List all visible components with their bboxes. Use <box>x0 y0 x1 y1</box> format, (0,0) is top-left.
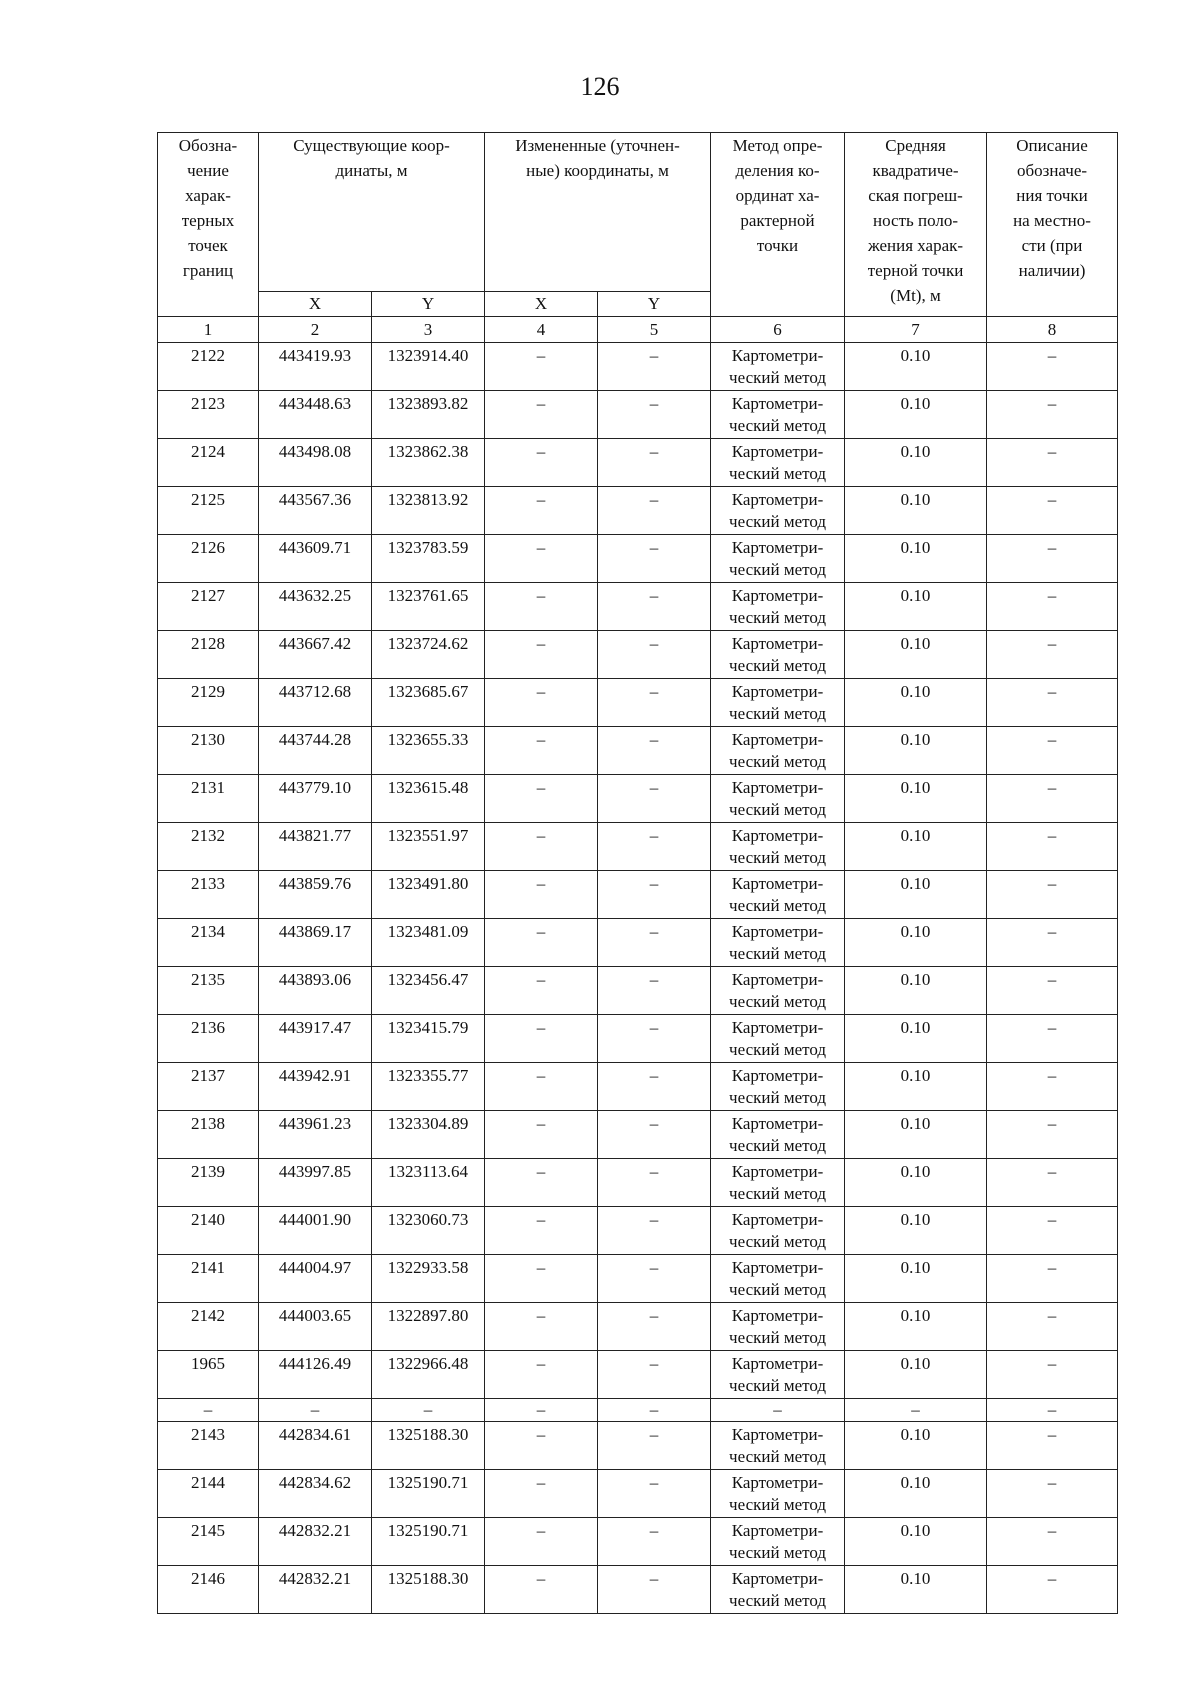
mean-error-cell: 0.10 <box>845 391 987 439</box>
changed-x-cell: – <box>485 967 598 1015</box>
description-cell: – <box>987 583 1118 631</box>
existing-x-cell: 444003.65 <box>259 1303 372 1351</box>
description-cell: – <box>987 1159 1118 1207</box>
column-number: 7 <box>845 317 987 343</box>
description-cell: – <box>987 823 1118 871</box>
description-cell: – <box>987 967 1118 1015</box>
method-cell: Картометри- ческий метод <box>711 1470 845 1518</box>
changed-x-cell: – <box>485 1470 598 1518</box>
column-number: 4 <box>485 317 598 343</box>
changed-x-cell: – <box>485 775 598 823</box>
description-cell: – <box>987 487 1118 535</box>
separator-cell: – <box>598 1399 711 1422</box>
header-existing-coords: Существующие коор- динаты, м <box>259 133 485 292</box>
existing-x-cell: 444126.49 <box>259 1351 372 1399</box>
description-cell: – <box>987 535 1118 583</box>
existing-x-cell: 443869.17 <box>259 919 372 967</box>
header-point-designation: Обозна- чение харак- терных точек границ <box>158 133 259 317</box>
header-existing-y: Y <box>372 292 485 317</box>
existing-y-cell: 1325190.71 <box>372 1518 485 1566</box>
mean-error-cell: 0.10 <box>845 1422 987 1470</box>
point-id-cell: 2138 <box>158 1111 259 1159</box>
table-row <box>158 1303 1118 1351</box>
table-row <box>158 487 1118 535</box>
changed-y-cell: – <box>598 679 711 727</box>
method-cell: Картометри- ческий метод <box>711 439 845 487</box>
table-row <box>158 1207 1118 1255</box>
method-cell: Картометри- ческий метод <box>711 1063 845 1111</box>
changed-y-cell: – <box>598 823 711 871</box>
existing-y-cell: 1322897.80 <box>372 1303 485 1351</box>
header-description: Описание обозначе- ния точки на местно- сти (при наличии) <box>987 133 1118 317</box>
existing-y-cell: 1325188.30 <box>372 1566 485 1614</box>
changed-y-cell: – <box>598 1063 711 1111</box>
changed-x-cell: – <box>485 1111 598 1159</box>
changed-x-cell: – <box>485 1351 598 1399</box>
point-id-cell: 2125 <box>158 487 259 535</box>
method-cell: Картометри- ческий метод <box>711 487 845 535</box>
method-cell: Картометри- ческий метод <box>711 967 845 1015</box>
changed-y-cell: – <box>598 391 711 439</box>
existing-y-cell: 1323060.73 <box>372 1207 485 1255</box>
header-mean-error: Средняя квадратиче- ская погреш- ность поло- жения харак- терной точки (Mt), м <box>845 133 987 317</box>
point-id-cell: 2131 <box>158 775 259 823</box>
point-id-cell: 2135 <box>158 967 259 1015</box>
mean-error-cell: 0.10 <box>845 343 987 391</box>
mean-error-cell: 0.10 <box>845 1111 987 1159</box>
table-row <box>158 631 1118 679</box>
method-cell: Картометри- ческий метод <box>711 1015 845 1063</box>
table-row <box>158 391 1118 439</box>
changed-x-cell: – <box>485 343 598 391</box>
column-number: 5 <box>598 317 711 343</box>
existing-x-cell: 444004.97 <box>259 1255 372 1303</box>
changed-y-cell: – <box>598 775 711 823</box>
point-id-cell: 2132 <box>158 823 259 871</box>
mean-error-cell: 0.10 <box>845 679 987 727</box>
table-row <box>158 727 1118 775</box>
separator-cell: – <box>845 1399 987 1422</box>
mean-error-cell: 0.10 <box>845 1063 987 1111</box>
changed-y-cell: – <box>598 1255 711 1303</box>
changed-x-cell: – <box>485 1255 598 1303</box>
table-row <box>158 1063 1118 1111</box>
changed-y-cell: – <box>598 871 711 919</box>
existing-y-cell: 1323615.48 <box>372 775 485 823</box>
description-cell: – <box>987 1422 1118 1470</box>
existing-x-cell: 443632.25 <box>259 583 372 631</box>
existing-x-cell: 443917.47 <box>259 1015 372 1063</box>
point-id-cell: 2143 <box>158 1422 259 1470</box>
point-id-cell: 2134 <box>158 919 259 967</box>
changed-y-cell: – <box>598 1303 711 1351</box>
existing-x-cell: 443744.28 <box>259 727 372 775</box>
changed-x-cell: – <box>485 535 598 583</box>
mean-error-cell: 0.10 <box>845 439 987 487</box>
method-cell: Картометри- ческий метод <box>711 1518 845 1566</box>
existing-y-cell: 1322933.58 <box>372 1255 485 1303</box>
point-id-cell: 2137 <box>158 1063 259 1111</box>
table-row <box>158 919 1118 967</box>
point-id-cell: 2127 <box>158 583 259 631</box>
table-row <box>158 1351 1118 1399</box>
existing-x-cell: 444001.90 <box>259 1207 372 1255</box>
description-cell: – <box>987 1207 1118 1255</box>
changed-y-cell: – <box>598 1566 711 1614</box>
table-row <box>158 1255 1118 1303</box>
method-cell: Картометри- ческий метод <box>711 631 845 679</box>
mean-error-cell: 0.10 <box>845 1518 987 1566</box>
point-id-cell: 2124 <box>158 439 259 487</box>
mean-error-cell: 0.10 <box>845 1207 987 1255</box>
changed-x-cell: – <box>485 1422 598 1470</box>
point-id-cell: 2141 <box>158 1255 259 1303</box>
table-row <box>158 1422 1118 1470</box>
existing-y-cell: 1325190.71 <box>372 1470 485 1518</box>
separator-cell: – <box>987 1399 1118 1422</box>
description-cell: – <box>987 1470 1118 1518</box>
mean-error-cell: 0.10 <box>845 1303 987 1351</box>
existing-y-cell: 1323551.97 <box>372 823 485 871</box>
changed-x-cell: – <box>485 1303 598 1351</box>
existing-x-cell: 442832.21 <box>259 1566 372 1614</box>
changed-y-cell: – <box>598 343 711 391</box>
changed-x-cell: – <box>485 487 598 535</box>
existing-y-cell: 1323893.82 <box>372 391 485 439</box>
point-id-cell: 2126 <box>158 535 259 583</box>
changed-y-cell: – <box>598 487 711 535</box>
existing-y-cell: 1323862.38 <box>372 439 485 487</box>
existing-y-cell: 1323813.92 <box>372 487 485 535</box>
changed-x-cell: – <box>485 871 598 919</box>
description-cell: – <box>987 1518 1118 1566</box>
changed-x-cell: – <box>485 583 598 631</box>
description-cell: – <box>987 1111 1118 1159</box>
page-number: 126 <box>580 72 620 101</box>
description-cell: – <box>987 1303 1118 1351</box>
description-cell: – <box>987 1015 1118 1063</box>
table-row <box>158 583 1118 631</box>
existing-y-cell: 1322966.48 <box>372 1351 485 1399</box>
existing-y-cell: 1323761.65 <box>372 583 485 631</box>
existing-x-cell: 443448.63 <box>259 391 372 439</box>
existing-y-cell: 1323456.47 <box>372 967 485 1015</box>
changed-y-cell: – <box>598 1207 711 1255</box>
description-cell: – <box>987 727 1118 775</box>
mean-error-cell: 0.10 <box>845 1255 987 1303</box>
table-row <box>158 679 1118 727</box>
method-cell: Картометри- ческий метод <box>711 1159 845 1207</box>
changed-x-cell: – <box>485 823 598 871</box>
changed-x-cell: – <box>485 1063 598 1111</box>
point-id-cell: 2142 <box>158 1303 259 1351</box>
mean-error-cell: 0.10 <box>845 583 987 631</box>
separator-cell: – <box>259 1399 372 1422</box>
point-id-cell: 2130 <box>158 727 259 775</box>
method-cell: Картометри- ческий метод <box>711 343 845 391</box>
mean-error-cell: 0.10 <box>845 487 987 535</box>
existing-x-cell: 443609.71 <box>259 535 372 583</box>
changed-y-cell: – <box>598 1015 711 1063</box>
point-id-cell: 2145 <box>158 1518 259 1566</box>
table-row <box>158 1566 1118 1614</box>
changed-y-cell: – <box>598 1351 711 1399</box>
description-cell: – <box>987 391 1118 439</box>
point-id-cell: 2146 <box>158 1566 259 1614</box>
existing-x-cell: 443821.77 <box>259 823 372 871</box>
point-id-cell: 2136 <box>158 1015 259 1063</box>
method-cell: Картометри- ческий метод <box>711 391 845 439</box>
description-cell: – <box>987 679 1118 727</box>
table-row <box>158 1470 1118 1518</box>
changed-y-cell: – <box>598 583 711 631</box>
method-cell: Картометри- ческий метод <box>711 871 845 919</box>
existing-y-cell: 1323481.09 <box>372 919 485 967</box>
description-cell: – <box>987 343 1118 391</box>
point-id-cell: 2128 <box>158 631 259 679</box>
existing-y-cell: 1323655.33 <box>372 727 485 775</box>
separator-cell: – <box>711 1399 845 1422</box>
method-cell: Картометри- ческий метод <box>711 535 845 583</box>
changed-y-cell: – <box>598 967 711 1015</box>
method-cell: Картометри- ческий метод <box>711 1303 845 1351</box>
changed-y-cell: – <box>598 1470 711 1518</box>
separator-cell: – <box>158 1399 259 1422</box>
changed-x-cell: – <box>485 631 598 679</box>
changed-x-cell: – <box>485 919 598 967</box>
mean-error-cell: 0.10 <box>845 919 987 967</box>
changed-x-cell: – <box>485 391 598 439</box>
existing-x-cell: 443419.93 <box>259 343 372 391</box>
existing-y-cell: 1323355.77 <box>372 1063 485 1111</box>
existing-x-cell: 443961.23 <box>259 1111 372 1159</box>
description-cell: – <box>987 1255 1118 1303</box>
method-cell: Картометри- ческий метод <box>711 1351 845 1399</box>
mean-error-cell: 0.10 <box>845 535 987 583</box>
table-row <box>158 775 1118 823</box>
mean-error-cell: 0.10 <box>845 1015 987 1063</box>
changed-x-cell: – <box>485 439 598 487</box>
existing-y-cell: 1323491.80 <box>372 871 485 919</box>
description-cell: – <box>987 439 1118 487</box>
separator-cell: – <box>372 1399 485 1422</box>
existing-y-cell: 1323783.59 <box>372 535 485 583</box>
changed-y-cell: – <box>598 631 711 679</box>
existing-y-cell: 1323685.67 <box>372 679 485 727</box>
mean-error-cell: 0.10 <box>845 727 987 775</box>
method-cell: Картометри- ческий метод <box>711 727 845 775</box>
method-cell: Картометри- ческий метод <box>711 1566 845 1614</box>
changed-y-cell: – <box>598 1422 711 1470</box>
point-id-cell: 2133 <box>158 871 259 919</box>
point-id-cell: 2129 <box>158 679 259 727</box>
header-changed-coords: Измененные (уточнен- ные) координаты, м <box>485 133 711 292</box>
description-cell: – <box>987 919 1118 967</box>
changed-y-cell: – <box>598 1111 711 1159</box>
coordinates-table <box>157 132 1118 1614</box>
method-cell: Картометри- ческий метод <box>711 919 845 967</box>
mean-error-cell: 0.10 <box>845 1470 987 1518</box>
method-cell: Картометри- ческий метод <box>711 823 845 871</box>
existing-x-cell: 442834.61 <box>259 1422 372 1470</box>
column-number-row <box>158 317 1118 343</box>
table-row <box>158 535 1118 583</box>
mean-error-cell: 0.10 <box>845 871 987 919</box>
changed-x-cell: – <box>485 1518 598 1566</box>
method-cell: Картометри- ческий метод <box>711 679 845 727</box>
point-id-cell: 2139 <box>158 1159 259 1207</box>
existing-x-cell: 442832.21 <box>259 1518 372 1566</box>
method-cell: Картометри- ческий метод <box>711 1111 845 1159</box>
existing-x-cell: 442834.62 <box>259 1470 372 1518</box>
mean-error-cell: 0.10 <box>845 775 987 823</box>
existing-y-cell: 1323304.89 <box>372 1111 485 1159</box>
existing-x-cell: 443893.06 <box>259 967 372 1015</box>
existing-y-cell: 1325188.30 <box>372 1422 485 1470</box>
table-row <box>158 439 1118 487</box>
method-cell: Картометри- ческий метод <box>711 583 845 631</box>
changed-y-cell: – <box>598 1159 711 1207</box>
method-cell: Картометри- ческий метод <box>711 1207 845 1255</box>
description-cell: – <box>987 871 1118 919</box>
mean-error-cell: 0.10 <box>845 1159 987 1207</box>
existing-x-cell: 443997.85 <box>259 1159 372 1207</box>
table-row <box>158 1015 1118 1063</box>
mean-error-cell: 0.10 <box>845 823 987 871</box>
header-changed-x: X <box>485 292 598 317</box>
existing-x-cell: 443498.08 <box>259 439 372 487</box>
changed-x-cell: – <box>485 1159 598 1207</box>
description-cell: – <box>987 631 1118 679</box>
changed-x-cell: – <box>485 1566 598 1614</box>
changed-x-cell: – <box>485 679 598 727</box>
existing-y-cell: 1323415.79 <box>372 1015 485 1063</box>
point-id-cell: 2144 <box>158 1470 259 1518</box>
header-method: Метод опре- деления ко- ординат ха- рактерной точки <box>711 133 845 317</box>
existing-x-cell: 443567.36 <box>259 487 372 535</box>
method-cell: Картометри- ческий метод <box>711 1422 845 1470</box>
header-row <box>158 133 1118 292</box>
column-number: 8 <box>987 317 1118 343</box>
point-id-cell: 1965 <box>158 1351 259 1399</box>
existing-x-cell: 443942.91 <box>259 1063 372 1111</box>
existing-x-cell: 443667.42 <box>259 631 372 679</box>
table-row <box>158 871 1118 919</box>
separator-row <box>158 1399 1118 1422</box>
existing-y-cell: 1323724.62 <box>372 631 485 679</box>
table-row <box>158 1159 1118 1207</box>
header-changed-y: Y <box>598 292 711 317</box>
description-cell: – <box>987 1063 1118 1111</box>
existing-x-cell: 443859.76 <box>259 871 372 919</box>
mean-error-cell: 0.10 <box>845 1351 987 1399</box>
column-number: 3 <box>372 317 485 343</box>
changed-x-cell: – <box>485 727 598 775</box>
changed-x-cell: – <box>485 1015 598 1063</box>
column-number: 6 <box>711 317 845 343</box>
existing-y-cell: 1323113.64 <box>372 1159 485 1207</box>
point-id-cell: 2122 <box>158 343 259 391</box>
changed-y-cell: – <box>598 919 711 967</box>
column-number: 1 <box>158 317 259 343</box>
changed-y-cell: – <box>598 439 711 487</box>
mean-error-cell: 0.10 <box>845 631 987 679</box>
existing-x-cell: 443712.68 <box>259 679 372 727</box>
column-number: 2 <box>259 317 372 343</box>
description-cell: – <box>987 775 1118 823</box>
changed-y-cell: – <box>598 1518 711 1566</box>
table-row <box>158 343 1118 391</box>
mean-error-cell: 0.10 <box>845 967 987 1015</box>
mean-error-cell: 0.10 <box>845 1566 987 1614</box>
table-row <box>158 823 1118 871</box>
method-cell: Картометри- ческий метод <box>711 775 845 823</box>
point-id-cell: 2140 <box>158 1207 259 1255</box>
existing-y-cell: 1323914.40 <box>372 343 485 391</box>
method-cell: Картометри- ческий метод <box>711 1255 845 1303</box>
separator-cell: – <box>485 1399 598 1422</box>
point-id-cell: 2123 <box>158 391 259 439</box>
table-row <box>158 1518 1118 1566</box>
description-cell: – <box>987 1566 1118 1614</box>
changed-y-cell: – <box>598 727 711 775</box>
changed-y-cell: – <box>598 535 711 583</box>
header-existing-x: X <box>259 292 372 317</box>
table-body <box>158 343 1118 1614</box>
table-row <box>158 967 1118 1015</box>
description-cell: – <box>987 1351 1118 1399</box>
table-row <box>158 1111 1118 1159</box>
changed-x-cell: – <box>485 1207 598 1255</box>
existing-x-cell: 443779.10 <box>259 775 372 823</box>
